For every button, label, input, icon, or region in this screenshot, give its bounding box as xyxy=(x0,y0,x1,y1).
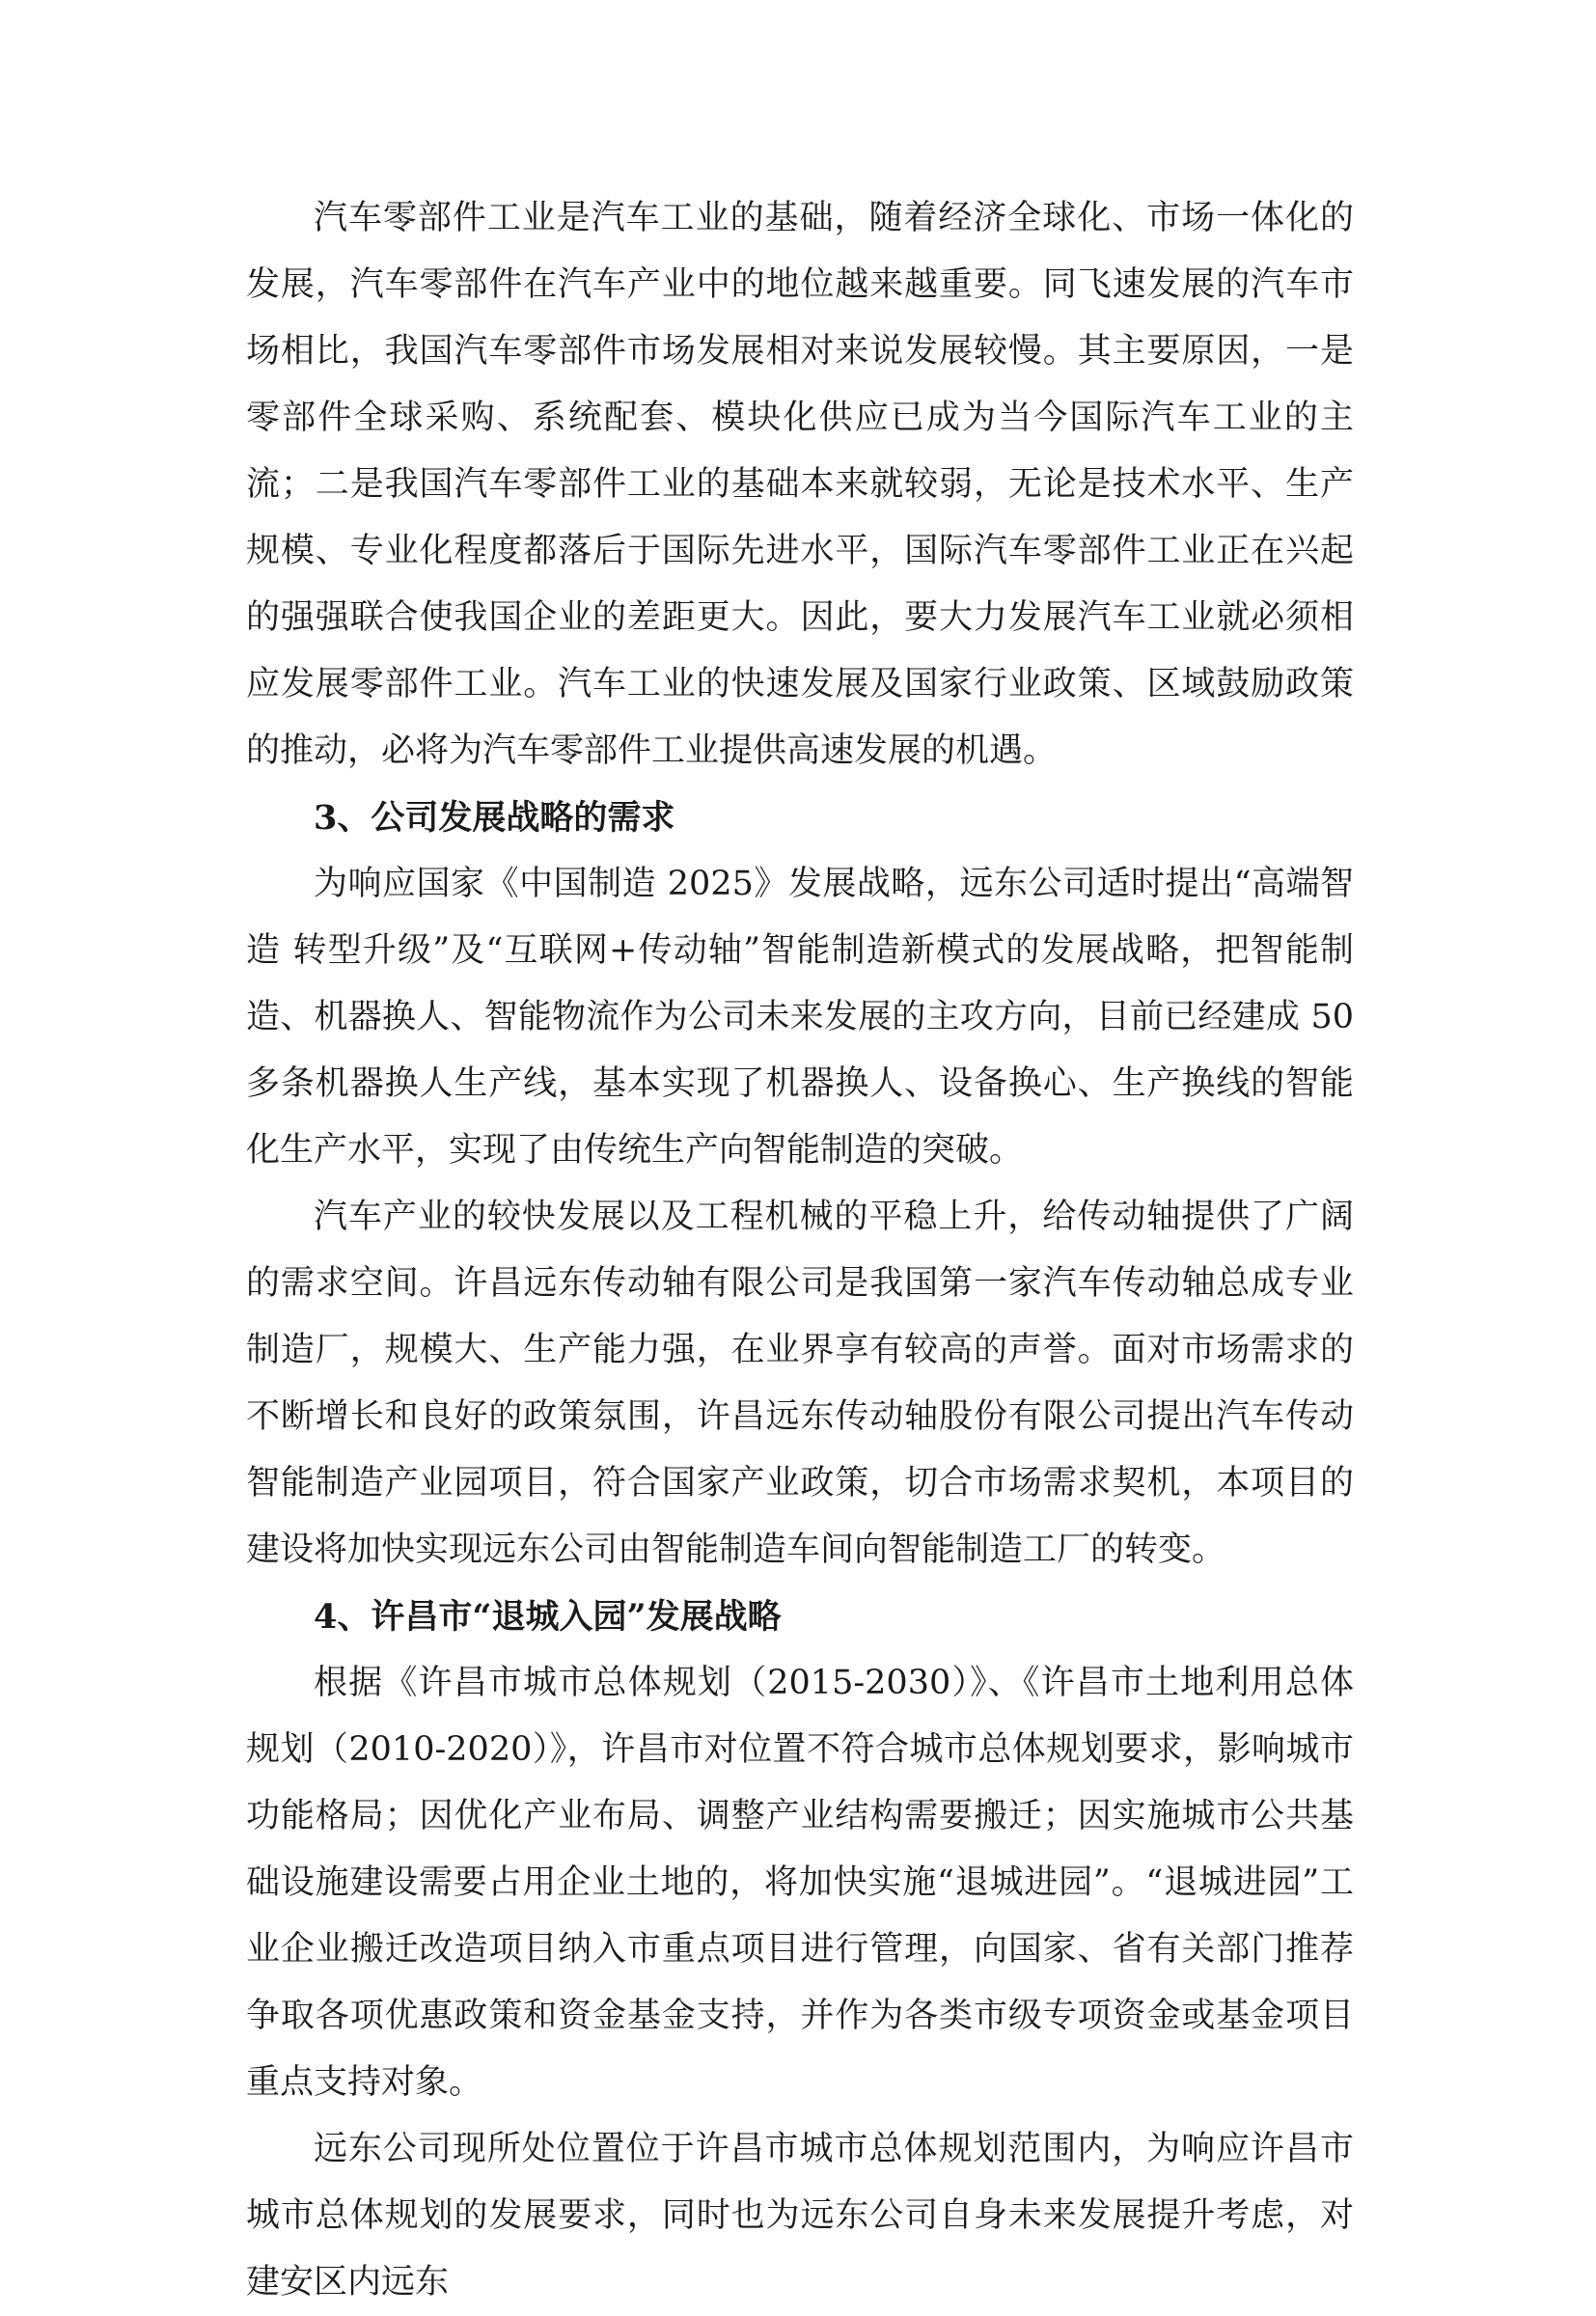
section-heading-4: 4、许昌市“退城入园”发展战略 xyxy=(314,1597,782,1637)
document-page xyxy=(246,185,1354,2316)
paragraph-auto-parts-industry: 汽车零部件工业是汽车工业的基础，随着经济全球化、市场一体化的发展，汽车零部件在汽车产业中的地位越来越重要。同飞速发展的汽车市场相比，我国汽车零部件市场发展相对来说发展较慢。其主要原因，一是零部件全球采购、系统配套、模块化供应已成为当今国际汽车工业的主流；二是我国汽车零部件工业的基础本来就较弱，无论是技术水平、生产规模、专业化程度都落后于国际先进水平，国际汽车零部件工业正在兴起的强强联合使我国企业的差距更大。因此，要大力发展汽车工业就必须相应发展零部件工业。汽车工业的快速发展及国家行业政策、区域鼓励政策的推动，必将为汽车零部件工业提供高速发展的机遇。 xyxy=(246,199,1354,770)
paragraph-company-location: 远东公司现所处位置位于许昌市城市总体规划范围内，为响应许昌市城市总体规划的发展要求，同时也为远东公司自身未来发展提升考虑，对建安区内远东 xyxy=(246,2130,1354,2302)
paragraph-made-in-china-2025: 为响应国家《中国制造 2025》发展战略，远东公司适时提出“高端智造 转型升级”及“互联网+传动轴”智能制造新模式的发展战略，把智能制造、机器换人、智能物流作为公司未来发展的主攻方向，目前已经建成 50 多条机器换人生产线，基本实现了机器换人、设备换心、生产换线的智能化生产水平，实现了由传统生产向智能制造的突破。 xyxy=(246,865,1354,1170)
paragraph-driveshaft-demand: 汽车产业的较快发展以及工程机械的平稳上升，给传动轴提供了广阔的需求空间。许昌远东传动轴有限公司是我国第一家汽车传动轴总成专业制造厂，规模大、生产能力强，在业界享有较高的声誉。面对市场需求的不断增长和良好的政策氛围，许昌远东传动轴股份有限公司提出汽车传动智能制造产业园项目，符合国家产业政策，切合市场需求契机，本项目的建设将加快实现远东公司由智能制造车间向智能制造工厂的转变。 xyxy=(246,1198,1354,1569)
paragraph-city-planning: 根据《许昌市城市总体规划（2015-2030）》、《许昌市土地利用总体规划（2010-2020）》，许昌市对位置不符合城市总体规划要求，影响城市功能格局；因优化产业布局、调整产业结构需要搬迁；因实施城市公共基础设施建设需要占用企业土地的，将加快实施“退城进园”。“退城进园”工业企业搬迁改造项目纳入市重点项目进行管理，向国家、省有关部门推荐争取各项优惠政策和资金基金支持，并作为各类市级专项资金或基金项目重点支持对象。 xyxy=(246,1664,1354,2102)
section-heading-3: 3、公司发展战略的需求 xyxy=(314,798,675,838)
